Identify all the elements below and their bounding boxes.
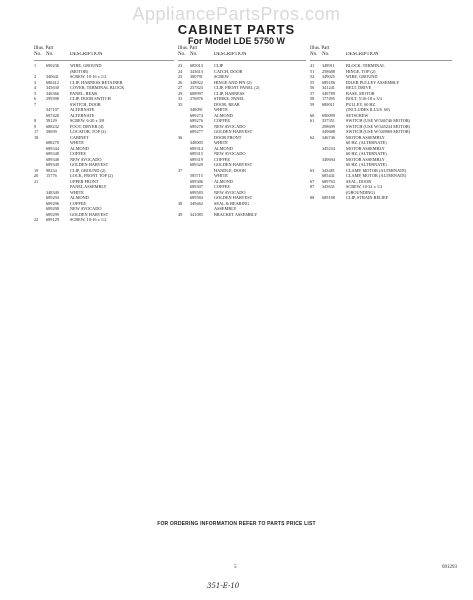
part-number: 689584	[190, 195, 203, 200]
part-description: STRIKE, PANEL	[214, 96, 245, 101]
part-number: 341241	[322, 85, 335, 90]
part-number: 689314	[190, 145, 203, 151]
part-description: 60 HZ. (ALTERNATE)	[346, 140, 387, 145]
part-number: 689306	[190, 178, 203, 184]
part-number: 689186	[322, 79, 335, 85]
ref-number: 24	[178, 68, 183, 74]
part-number: 58699	[46, 129, 57, 134]
column-header-row	[310, 52, 452, 61]
watermark: AppliancePartsPros.com	[132, 4, 341, 24]
ref-number: 2	[34, 74, 37, 79]
page-number: 5	[234, 565, 237, 570]
part-number: 689320	[190, 162, 203, 167]
part-number: 348911	[322, 63, 335, 68]
part-description: NEW AVOCADO	[70, 206, 102, 211]
part-number: 690236	[46, 63, 59, 68]
header-illus-part: Illus. Part	[310, 46, 330, 51]
ref-number: 35	[178, 101, 183, 107]
ref-number: 3	[34, 79, 37, 85]
parts-rows	[310, 63, 452, 201]
page-subtitle: For Model LDE 5750 W	[187, 36, 285, 46]
part-description: LOCK, FRONT TOP (2)	[70, 173, 113, 178]
part-number: 689298	[46, 206, 59, 211]
part-number: 58129	[46, 118, 57, 123]
ref-number: 67	[310, 178, 315, 184]
part-description: BLOCK, TERMINAL	[346, 63, 385, 68]
part-description: CLIP	[214, 63, 224, 68]
handwritten-note: 351-E-10	[207, 582, 240, 590]
ref-number: 57	[310, 90, 315, 96]
part-description: CLIP, HARNESS	[214, 90, 245, 96]
part-description: ALMOND	[70, 195, 89, 200]
part-number: 341085	[190, 211, 203, 217]
part-number: 337351	[322, 118, 335, 123]
part-description: HINGE AND PIN (2)	[214, 79, 252, 85]
ref-number: 55	[310, 79, 315, 85]
part-number: 343631	[322, 184, 335, 189]
ref-number: 27	[178, 85, 183, 90]
part-description: WHITE	[214, 140, 228, 145]
part-description: WHITE	[70, 140, 84, 145]
parts-row	[34, 217, 174, 223]
part-description: SCREW, 6-20 x 3/8	[70, 118, 105, 123]
part-description: ALTERNATE	[70, 107, 95, 112]
ref-number: 52	[310, 74, 315, 79]
ref-number: 88	[310, 195, 315, 200]
part-number: 349789	[322, 90, 335, 96]
header-part-no: No.	[46, 52, 54, 57]
ref-number: 87	[310, 184, 315, 189]
part-description: NEW AVOCADO	[214, 123, 246, 129]
part-number: 689763	[322, 178, 335, 184]
ref-number: 19	[34, 167, 39, 173]
ref-number: 1	[34, 63, 37, 68]
part-number: 685441	[322, 173, 335, 178]
part-description: SWITCH (USE W/345234 MOTOR)	[346, 123, 411, 129]
part-description: DOOR, REAR	[214, 101, 240, 107]
ref-number: 58	[310, 96, 315, 101]
ref-number: 60	[310, 112, 315, 118]
part-number: 689277	[190, 129, 203, 134]
header-illus-part: Illus. Part	[34, 46, 54, 51]
part-description: IDLER PULLEY ASSEMBLY	[346, 79, 400, 85]
part-description: BELT, DRIVE	[346, 85, 372, 90]
part-number: 585715	[190, 173, 203, 178]
part-number: 98234	[46, 167, 57, 173]
part-description: PULLEY, 60 HZ.	[346, 101, 377, 107]
parts-row	[310, 195, 452, 201]
part-description: COFFEE	[214, 118, 230, 123]
part-number: 348005	[190, 140, 203, 145]
part-description: COVER, TERMINAL BLOCK	[70, 85, 125, 90]
ref-number: 37	[178, 167, 183, 173]
header-no: No.	[34, 52, 42, 57]
ref-number: 33	[178, 96, 183, 101]
part-number: 689294	[46, 195, 59, 200]
part-description: SWITCH (USE W/349969 MOTOR)	[346, 129, 411, 134]
part-description: SCREW, 10-16 x 1/2	[70, 217, 107, 222]
ref-number: 6	[34, 96, 37, 101]
part-description: LOCATOR, TOP (2)	[70, 129, 106, 134]
part-description: (INCLUDES ILLUS. 60)	[346, 107, 390, 112]
ref-number: 17	[34, 129, 39, 134]
part-number: 689348	[46, 151, 59, 156]
part-number: 298699	[322, 123, 335, 129]
part-description: MOTOR ASSEMBLY	[346, 156, 385, 162]
part-number: 688270	[46, 140, 59, 145]
ref-number: 23	[178, 63, 183, 68]
ref-number: 56	[310, 85, 315, 90]
part-number: 689276	[190, 118, 203, 123]
parts-rows	[34, 63, 174, 223]
part-description: CLIP, HARNESS RETAINER	[70, 79, 123, 85]
header-part-no: No.	[190, 52, 198, 57]
ref-number: 22	[34, 217, 39, 222]
ref-number: 29	[178, 90, 183, 96]
part-description: CLIP, STRAIN RELIEF	[346, 195, 389, 200]
part-description: HINGE, TOP (2)	[346, 68, 376, 74]
part-description: GOLDEN HARVEST	[70, 211, 109, 217]
part-description: PANEL ASSEMBLY	[70, 184, 107, 189]
part-description: GOLDEN HARVEST	[214, 195, 253, 200]
ref-number: 8	[34, 118, 37, 123]
ref-number: 38	[178, 200, 183, 206]
part-description: NEW AVOCADO	[214, 151, 246, 156]
part-description: SEAL & BEARING	[214, 200, 250, 206]
part-description: MOTOR ASSEMBLY	[346, 134, 385, 140]
part-number: 688412	[46, 79, 59, 85]
part-description: BRACKET ASSEMBLY	[214, 211, 258, 217]
parts-rows	[178, 63, 306, 217]
part-description: HANDLE, DOOR	[214, 167, 246, 173]
part-description: WHITE	[214, 107, 228, 112]
ref-number: 4	[34, 85, 37, 90]
part-description: GOLDEN HARVEST	[214, 162, 253, 167]
ref-number: 36	[178, 134, 183, 140]
part-number: 687428	[46, 112, 59, 118]
ref-number: 26	[178, 79, 183, 85]
parts-column-2	[178, 46, 306, 217]
part-number: 177495	[322, 96, 335, 101]
part-number: 689583	[190, 189, 203, 195]
part-number: 689129	[46, 217, 59, 222]
part-description: CABINET	[70, 134, 89, 140]
ref-number: 61	[310, 118, 315, 123]
part-number: 689307	[190, 184, 203, 189]
ordering-info-footer: FOR ORDERING INFORMATION REFER TO PARTS PRICE LIST	[157, 521, 316, 527]
part-description: SCREW	[214, 74, 229, 79]
ref-number: 62	[310, 134, 315, 140]
part-description: ALMOND	[214, 145, 233, 151]
part-number: 347107	[46, 107, 59, 112]
part-number: 689274	[190, 112, 203, 118]
part-number: 257823	[190, 85, 203, 90]
parts-column-1	[34, 46, 174, 223]
part-description: CLAMP, MOTOR (ALTERNATE)	[346, 173, 407, 178]
part-number: 343481	[322, 167, 335, 173]
part-number: 380791	[190, 74, 203, 79]
header-description: DESCRIPTION	[214, 52, 247, 57]
part-description: NEW AVOCADO	[70, 156, 102, 162]
page-title: CABINET PARTS	[177, 22, 296, 37]
part-description: SWITCH, DOOR	[70, 101, 101, 107]
part-description: BASE, MOTOR	[346, 90, 375, 96]
ref-number: 25	[178, 74, 183, 79]
part-number: 689299	[46, 211, 59, 217]
part-number: 343613	[190, 68, 203, 74]
part-number: 689344	[46, 145, 59, 151]
part-description: CLIP, GROUND (2)	[70, 167, 106, 173]
header-no: No.	[178, 52, 186, 57]
part-number: 688997	[190, 90, 203, 96]
part-number: 690099	[322, 112, 335, 118]
part-number: 258688	[322, 68, 335, 74]
part-description: MOTOR ASSEMBLY	[346, 145, 385, 151]
part-description: ALMOND	[70, 145, 89, 151]
parts-column-3	[310, 46, 452, 201]
part-number: 689188	[322, 195, 335, 200]
part-description: FOOT, DRYER (4)	[70, 123, 104, 129]
ref-number: 51	[310, 68, 315, 74]
header-part-no: No.	[322, 52, 330, 57]
part-description: (GROUNDING)	[346, 189, 375, 195]
part-number: 276876	[190, 96, 203, 101]
part-number: 348922	[190, 79, 203, 85]
part-description: SETSCREW	[346, 112, 369, 118]
part-number: 340641	[46, 74, 59, 79]
part-number: 689296	[46, 200, 59, 206]
ref-number: 41	[310, 63, 315, 68]
part-description: COFFEE	[70, 151, 86, 156]
part-description: SCREW, 10-32 x 1/2	[346, 184, 383, 189]
part-description: 60 HZ. (ALTERNATE)	[346, 162, 387, 167]
part-description: ALMOND	[214, 178, 233, 184]
ref-number: 20	[34, 173, 39, 178]
part-description: 60 HZ. (ALTERNATE)	[346, 151, 387, 156]
part-number: 299398	[46, 96, 59, 101]
part-description: CATCH, DOOR	[214, 68, 243, 74]
part-description: WIRE, GROUND	[70, 63, 102, 68]
part-description: WHITE	[70, 189, 84, 195]
part-description: NEW AVOCADO	[214, 189, 246, 195]
part-number: 345630	[46, 85, 59, 90]
part-description: ALTERNATE	[70, 112, 95, 118]
ref-number: 49	[178, 211, 183, 217]
part-description: WHITE	[214, 173, 228, 178]
ref-number: 59	[310, 101, 315, 107]
part-description: BOLT, 5/16-18 x 3/4	[346, 96, 382, 101]
part-number: 349694	[322, 156, 335, 162]
part-number: 345234	[322, 145, 335, 151]
part-number: 689011	[322, 101, 335, 107]
ref-number: 63	[310, 167, 315, 173]
column-header-row	[34, 52, 174, 61]
ref-number: 18	[34, 134, 39, 140]
part-number: 689348	[46, 156, 59, 162]
header-no: No.	[310, 52, 318, 57]
part-number: 346366	[46, 90, 59, 96]
ref-number: 5	[34, 90, 37, 96]
part-description: PANEL, REAR	[70, 90, 98, 96]
part-number: 349462	[190, 200, 203, 206]
part-number: 689276	[190, 123, 203, 129]
part-description: ASSEMBLY	[214, 206, 237, 211]
part-description: SEAL, DOOR	[346, 178, 372, 184]
part-number: 689319	[190, 156, 203, 162]
ref-number: 7	[34, 101, 37, 107]
part-number: 348349	[46, 189, 59, 195]
part-description: GOLDEN HARVEST	[70, 162, 109, 167]
header-description: DESCRIPTION	[70, 52, 103, 57]
part-number: 688232	[46, 123, 59, 129]
part-description: WIRE, GROUND	[346, 74, 378, 79]
part-number: 15776	[46, 173, 57, 178]
part-description: CLIP, FRONT PANEL (2)	[214, 85, 260, 90]
header-description: DESCRIPTION	[346, 52, 379, 57]
part-description: COFFEE	[214, 156, 230, 162]
ref-number: 9	[34, 123, 37, 129]
part-description: SCREW, 10-16 x 1/2	[70, 74, 107, 79]
part-number: 349688	[322, 129, 335, 134]
part-description: (MOTOR)	[70, 68, 89, 74]
part-number: 689349	[46, 162, 59, 167]
part-description: CLAMP, MOTOR (ALTERNATE)	[346, 167, 407, 173]
part-number: 349025	[322, 74, 335, 79]
part-number: 346746	[322, 134, 335, 140]
part-description: CLIP, DOOR SWITCH	[70, 96, 111, 101]
parts-row	[178, 212, 306, 218]
part-description: SWITCH (USE W/346746 MOTOR)	[346, 118, 411, 123]
ref-number: 21	[34, 178, 39, 184]
document-code: 691293	[442, 565, 457, 570]
part-number: 348091	[190, 107, 203, 112]
part-number: 685013	[190, 63, 203, 68]
part-description: GOLDEN HARVEST	[214, 129, 253, 134]
part-number: 689315	[190, 151, 203, 156]
part-description: ALMOND	[214, 112, 233, 118]
part-description: DOOR FRONT	[214, 134, 242, 140]
column-header-row	[178, 52, 306, 61]
part-description: COFFEE	[214, 184, 230, 189]
part-description: UPPER FRONT	[70, 178, 99, 184]
header-illus-part: Illus. Part	[178, 46, 198, 51]
part-description: COFFEE	[70, 200, 86, 206]
